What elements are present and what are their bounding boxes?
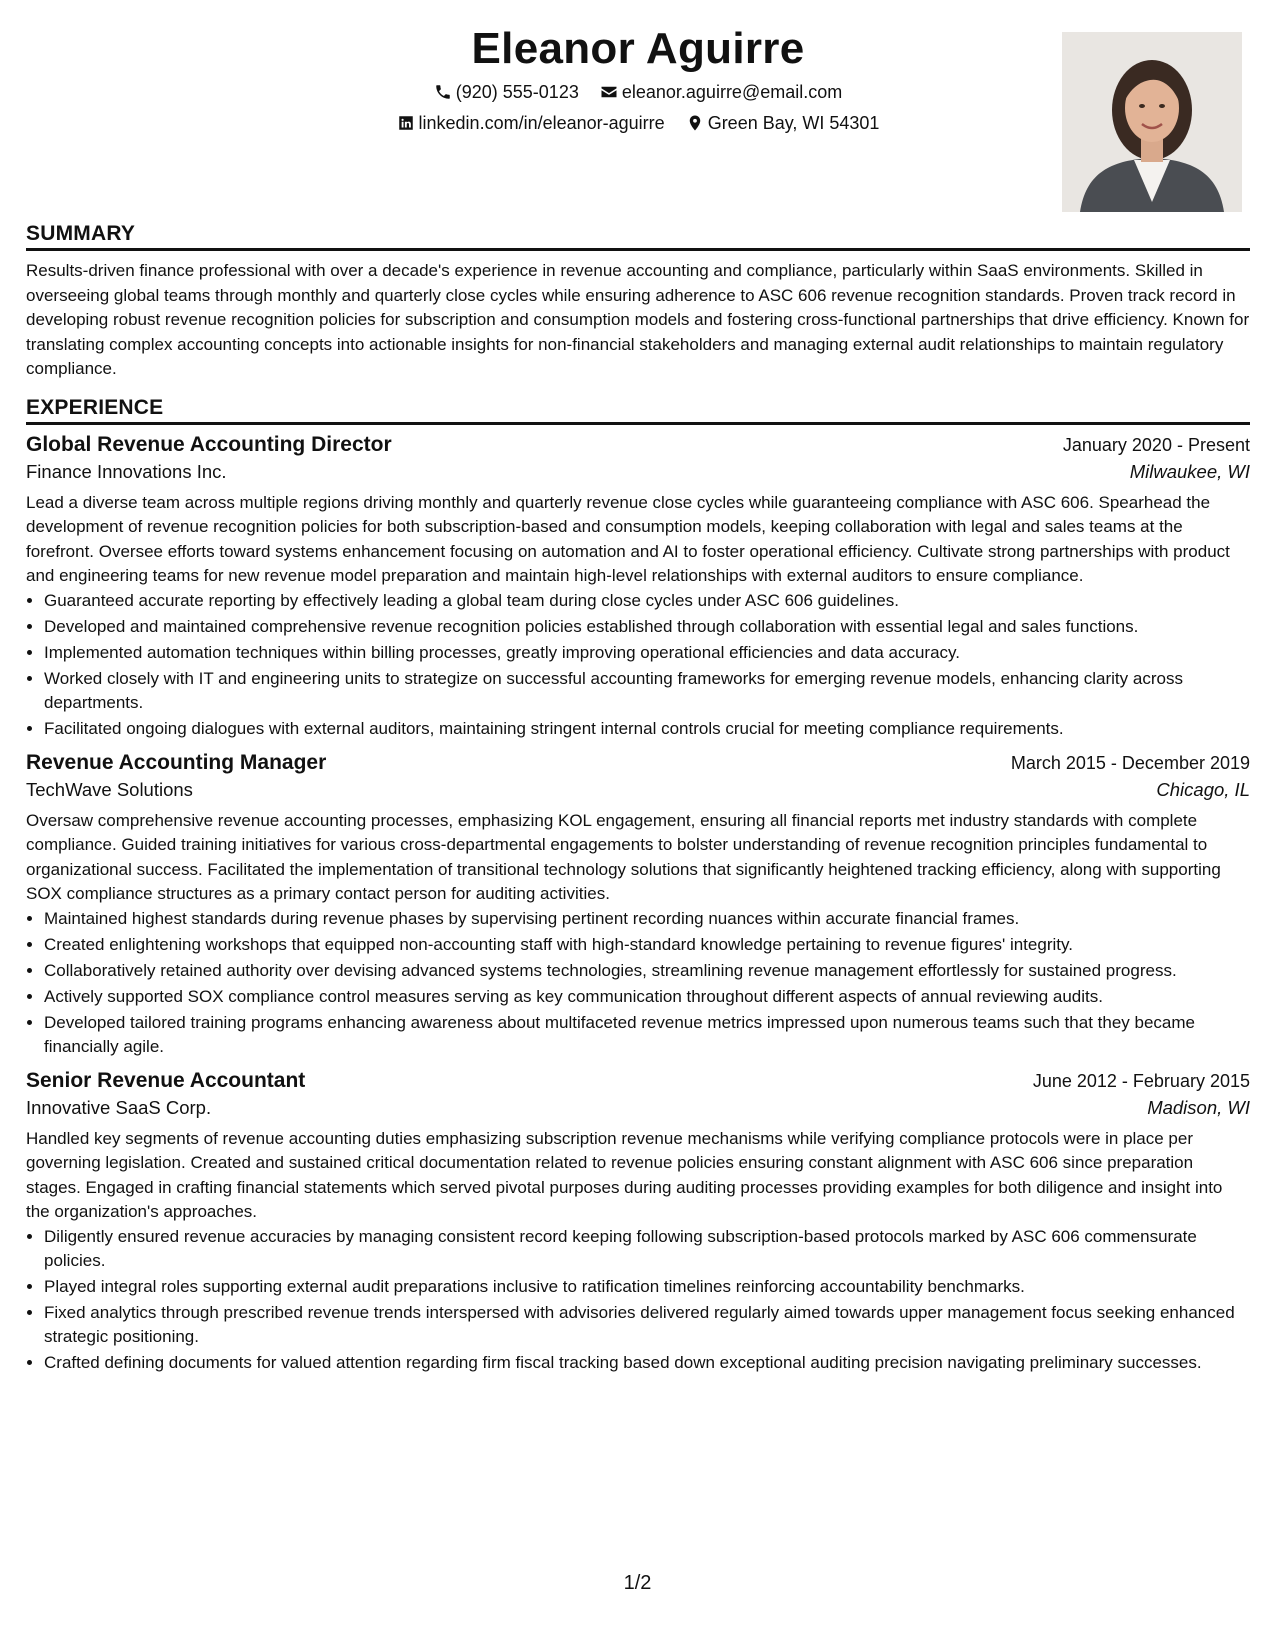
bullet-item: • Maintained highest standards during revenue phases by supervising pertinent recording nuances within accurate financial frames. [44, 907, 1250, 931]
job-bullets [26, 1225, 1250, 1375]
job-dates: January 2020 - Present [1062, 434, 1250, 455]
phone-icon [434, 83, 452, 101]
resume-page [26, 0, 1250, 1377]
summary-heading: SUMMARY [26, 222, 1250, 251]
linkedin-icon [397, 114, 415, 132]
bullet-item: • Collaboratively retained authority over devising advanced systems technologies, streamlining revenue management effortlessly for sustained progress. [44, 959, 1250, 983]
job-entry [26, 1069, 1250, 1375]
job-location: Milwaukee, WI [1129, 460, 1250, 482]
job-dates: June 2012 - February 2015 [1032, 1070, 1250, 1091]
bullet-item: • Diligently ensured revenue accuracies by managing consistent record keeping following subscription-based protocols marked by ASC 606 commensurate policies. [44, 1225, 1250, 1273]
email-address: eleanor.aguirre@email.com [621, 82, 843, 102]
job-title: Global Revenue Accounting Director [26, 432, 392, 456]
bullet-item: • Created enlightening workshops that equipped non-accounting staff with high-standard knowledge pertaining to revenue figures' integrity. [44, 933, 1250, 957]
bullet-item: • Worked closely with IT and engineering units to strategize on successful accounting frameworks for emerging revenue models, enhancing clarity across departments. [44, 667, 1250, 715]
map-pin-icon [686, 114, 704, 132]
linkedin-contact[interactable] [397, 111, 665, 135]
phone-contact[interactable] [434, 80, 579, 104]
job-company: Innovative SaaS Corp. [26, 1096, 212, 1118]
experience-heading: EXPERIENCE [26, 396, 1250, 425]
envelope-icon [600, 83, 618, 101]
job-description: Handled key segments of revenue accounting duties emphasizing subscription revenue mechanisms while verifying compliance protocols were in place per governing legislation. Created and sustained critical documentation related to revenue policies ensuring constant alignment with ASC 606 since preparation stages. Engaged in crafting financial statements which served pivotal purposes during auditing processes providing examples for both diligence and insight into the organization's approaches. [26, 1128, 1223, 1221]
experience-section [26, 396, 1250, 1375]
summary-text: Results-driven finance professional with over a decade's experience in revenue accounting and compliance, particularly within SaaS environments. Skilled in overseeing global teams through monthly and quarterly close cycles while ensuring adherence to ASC 606 revenue recognition standards. Proven track record in developing robust revenue recognition policies for subscription and consumption models and fostering cross-functional partnerships that drive efficiency. Known for translating complex accounting concepts into actionable insights for non-financial stakeholders and managing external audit relationships to maintain regulatory compliance. [26, 261, 1250, 378]
bullet-item: • Implemented automation techniques within billing processes, greatly improving operational efficiencies and data accuracy. [44, 641, 1250, 665]
home-location: Green Bay, WI 54301 [707, 113, 880, 133]
job-description: Lead a diverse team across multiple regions driving monthly and quarterly revenue close cycles while guaranteeing compliance with ASC 606. Spearhead the development of revenue recognition policies for both subscription-based and consumption models, keeping collaboration with legal and sales teams at the forefront. Oversee efforts toward systems enhancement focusing on automation and AI to foster operational efficiency. Cultivate strong partnerships with product and engineering teams for new revenue model preparation and maintain high-level relationships with external auditors to ensure compliance. [26, 492, 1230, 585]
bullet-item: • Played integral roles supporting external audit preparations inclusive to ratification timelines reinforcing accountability benchmarks. [44, 1275, 1250, 1299]
email-contact[interactable] [600, 80, 842, 104]
job-entry [26, 433, 1250, 741]
job-title: Senior Revenue Accountant [26, 1068, 306, 1092]
candidate-name: Eleanor Aguirre [471, 24, 805, 73]
bullet-item: • Crafted defining documents for valued attention regarding firm fiscal tracking based down exceptional auditing precision navigating preliminary successes. [44, 1351, 1250, 1375]
job-bullets [26, 907, 1250, 1059]
location-contact [686, 111, 880, 135]
job-bullets [26, 589, 1250, 741]
bullet-item: • Developed tailored training programs enhancing awareness about multifaceted revenue metrics impressed upon numerous teams such that they became financially agile. [44, 1011, 1250, 1059]
job-title: Revenue Accounting Manager [26, 750, 327, 774]
page-number: 1/2 [623, 1572, 652, 1594]
bullet-item: • Developed and maintained comprehensive revenue recognition policies established through collaboration with essential legal and sales functions. [44, 615, 1250, 639]
job-company: Finance Innovations Inc. [26, 460, 227, 482]
bullet-item: • Fixed analytics through prescribed revenue trends interspersed with advisories delivered regularly aimed towards upper management focus seeking enhanced strategic positioning. [44, 1301, 1250, 1349]
job-location: Chicago, IL [1156, 778, 1250, 800]
job-location: Madison, WI [1147, 1096, 1250, 1118]
phone-number: (920) 555-0123 [455, 82, 579, 102]
resume-header [26, 0, 1250, 222]
job-entry [26, 751, 1250, 1059]
profile-photo [1062, 32, 1242, 212]
bullet-item: • Guaranteed accurate reporting by effectively leading a global team during close cycles under ASC 606 guidelines. [44, 589, 1250, 613]
job-description: Oversaw comprehensive revenue accounting processes, emphasizing KOL engagement, ensuring all financial reports met industry standards with complete compliance. Guided training initiatives for various cross-departmental engagements to bolster understanding of revenue recognition principles fundamental to organizational success. Facilitated the implementation of transitional technology solutions that significantly heightened tracking efficiency, along with supporting SOX compliance structures as a primary contact person for auditing activities. [26, 810, 1221, 903]
bullet-item: • Actively supported SOX compliance control measures serving as key communication throughout different aspects of annual reviewing audits. [44, 985, 1250, 1009]
summary-section [26, 222, 1250, 382]
linkedin-url: linkedin.com/in/eleanor-aguirre [418, 113, 665, 133]
job-company: TechWave Solutions [26, 778, 193, 800]
bullet-item: • Facilitated ongoing dialogues with external auditors, maintaining stringent internal controls crucial for meeting compliance requirements. [44, 717, 1250, 741]
job-dates: March 2015 - December 2019 [1010, 752, 1250, 773]
